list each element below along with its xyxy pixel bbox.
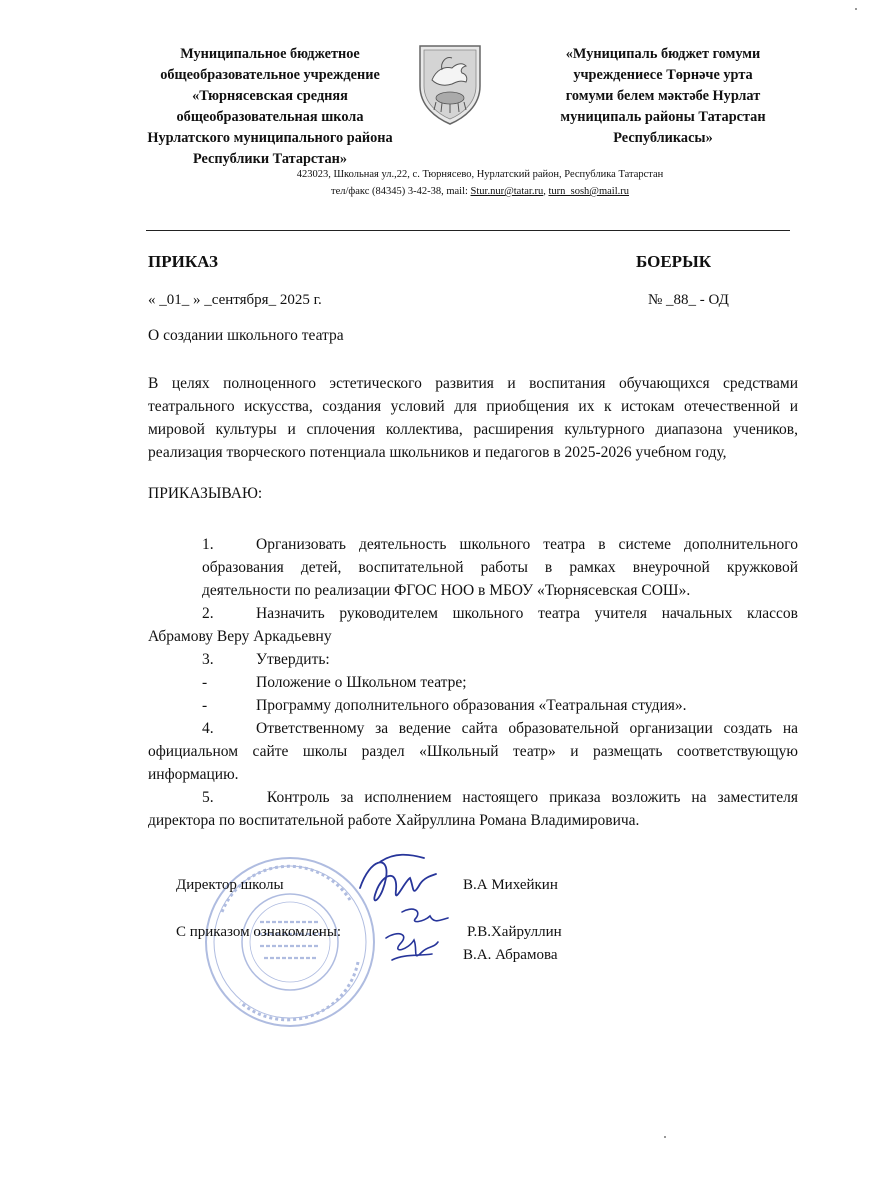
phone-text: тел/факс (84345) 3-42-38, mail: (330, 186, 471, 197)
header-left-line: Муниципальное бюджетное (180, 46, 360, 62)
list-item (148, 786, 798, 832)
acquainted-name: Р.В.Хайруллин (467, 924, 562, 940)
item-number: 5. (202, 789, 214, 806)
header-left-organization (120, 44, 420, 170)
header-left-line: Республики Татарстан» (192, 151, 348, 167)
list-item (148, 602, 798, 648)
director-label: Директор школы (176, 877, 284, 893)
item-text: Назначить руководителем школьного театра учителя начальных классов Абрамову Веру Аркадьевну (148, 605, 798, 645)
acquainted-name: В.А. Абрамова (463, 947, 558, 963)
header-right-organization (528, 44, 798, 149)
acquaintance-signatures (378, 904, 456, 974)
item-text: Утвердить: (256, 651, 330, 668)
director-name: В.А Михейкин (463, 877, 558, 893)
list-item (202, 694, 798, 717)
document-subject: О создании школьного театра (148, 327, 344, 344)
scan-speck (855, 8, 857, 10)
header-left-line: общеобразовательное учреждение (160, 67, 380, 83)
email-link-2[interactable]: turn_sosh@mail.ru (548, 186, 630, 197)
order-items-list (148, 533, 798, 832)
order-word: ПРИКАЗЫВАЮ: (148, 485, 263, 502)
item-text: Организовать деятельность школьного театра в системе дополнительного образования детей, воспитательной работы в рамках внеурочной кружковой деятельности по реализации ФГОС НОО в МБОУ «Тюрнясевская СОШ». (202, 536, 798, 599)
list-item (148, 717, 798, 786)
preamble-text: В целях полноценного эстетического развития и воспитания обучающихся средствами театрального искусства, создания условий для приобщения их к истокам отечественной и мировой культуры и сплочения коллектива, расширения культурного диапазона учеников, реализация творческого потенциала школьников и педагогов в 2025-2026 учебном году, (148, 375, 798, 461)
header-right-line: муниципаль районы Татарстан (560, 109, 766, 125)
document-date: « _01_ » _сентября_ 2025 г. (148, 292, 322, 308)
email-link-1[interactable]: Stur.nur@tatar.ru (470, 186, 544, 197)
document-title-ru: ПРИКАЗ (148, 252, 218, 271)
acquainted-label: С приказом ознакомлены: (176, 924, 342, 940)
email-separator: , (543, 186, 549, 197)
item-number: - (202, 674, 208, 691)
header-right-line: учреждениесе Төрнәче урта (573, 67, 753, 83)
item-number: 1. (202, 536, 214, 553)
item-text: Ответственному за ведение сайта образовательной организации создать на официальном сайте школы раздел «Школьный театр» и размещать соответствующую информацию. (148, 720, 798, 783)
item-number: 3. (202, 651, 214, 668)
item-text: Контроль за исполнением настоящего приказа возложить на заместителя директора по воспитательной работе Хайруллина Романа Владимировича. (148, 789, 798, 829)
item-text: Программу дополнительного образования «Театральная студия». (256, 697, 687, 714)
tatarstan-coat-of-arms-icon (412, 40, 488, 126)
document-title-tt: БОЕРЫК (636, 252, 712, 271)
item-number: - (202, 697, 208, 714)
contact-line (260, 183, 700, 200)
list-item (202, 671, 798, 694)
list-item (202, 648, 798, 671)
header-right-line: «Муниципаль бюджет гомуми (565, 46, 761, 62)
header-divider (146, 230, 790, 231)
header-right-line: гомуми белем мәктәбе Нурлат (565, 88, 761, 104)
header-left-line: Нурлатского муниципального района (147, 130, 393, 146)
item-number: 2. (202, 605, 214, 622)
header-left-line: «Тюрнясевская средняя (192, 88, 348, 104)
scan-speck (664, 1136, 666, 1138)
preamble (148, 372, 798, 464)
address-block (260, 166, 700, 200)
list-item (202, 533, 798, 602)
header-left-line: общеобразовательная школа (176, 109, 364, 125)
item-text: Положение о Школьном театре; (256, 674, 467, 691)
document-number: № _88_ - ОД (648, 292, 729, 308)
header-right-line: Республикасы» (613, 130, 713, 146)
item-number: 4. (202, 720, 214, 737)
address-line: 423023, Школьная ул.,22, с. Тюрнясево, Нурлатский район, Республика Татарстан (296, 169, 664, 180)
